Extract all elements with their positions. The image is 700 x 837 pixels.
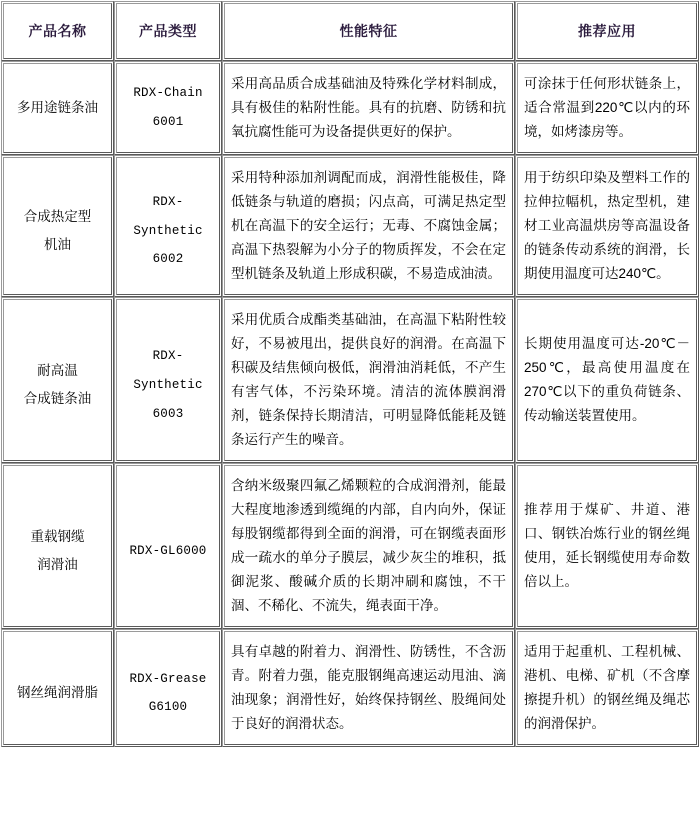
- product-name-line: 多用途链条油: [17, 99, 98, 115]
- cell-performance-features: [222, 155, 515, 297]
- column-header-product-name-label: 产品名称: [28, 22, 87, 39]
- cell-recommended-application: [515, 463, 699, 629]
- product-name-line: 重载钢缆: [30, 528, 85, 544]
- table-row: [1, 155, 699, 297]
- cell-product-type: [114, 155, 222, 297]
- performance-text: 采用特种添加剂调配而成，润滑性能极佳，降低链条与轨道的磨损；闪点高，可满足热定型机在高温下的安全运行；无毒、不腐蚀金属；高温下热裂解为小分子的物质挥发，不会在定型机链条及轨道上形成积碳，不易造成油渍。: [231, 170, 506, 282]
- application-text: 适用于起重机、工程机械、港机、电梯、矿机（不含摩擦提升机）的钢丝绳及绳芯的润滑保护。: [524, 644, 690, 732]
- product-name-line: 钢丝绳润滑脂: [17, 685, 98, 701]
- table-row: [1, 61, 699, 155]
- cell-product-name: [1, 629, 114, 747]
- product-name-line: 合成链条油: [23, 391, 92, 407]
- cell-performance-features: [222, 629, 515, 747]
- column-header-performance-features: [222, 1, 515, 61]
- product-type-line: RDX-Synthetic: [133, 349, 203, 392]
- product-type-line: 6003: [152, 406, 184, 421]
- column-header-product-type: [114, 1, 222, 61]
- cell-performance-features: [222, 297, 515, 463]
- performance-text: 采用优质合成酯类基础油，在高温下粘附性较好，不易被甩出，提供良好的润滑。在高温下积碳及结焦倾向极低，润滑油消耗低，不产生有害气体，不污染环境。清洁的流体膜润滑剂，链条保持长期清洁，可明显降低能耗及链条运行产生的噪音。: [231, 312, 506, 448]
- product-type-line: RDX-Chain 6001: [133, 86, 203, 130]
- cell-product-name: [1, 463, 114, 629]
- product-name-line: 耐高温: [37, 362, 78, 378]
- cell-performance-features: [222, 61, 515, 155]
- performance-text: 具有卓越的附着力、润滑性、防锈性，不含沥青。附着力强，能克服钢绳高速运动甩油、滴油现象；润滑性好，始终保持钢丝、股绳间处于良好的润滑状态。: [231, 644, 506, 732]
- column-header-product-name: [1, 1, 114, 61]
- cell-product-type: [114, 297, 222, 463]
- cell-product-type: [114, 463, 222, 629]
- product-specification-table: [1, 1, 699, 747]
- column-header-product-type-label: 产品类型: [139, 22, 197, 39]
- column-header-recommended-application-label: 推荐应用: [578, 22, 636, 39]
- cell-recommended-application: [515, 297, 699, 463]
- product-type-line: G6100: [148, 700, 188, 715]
- cell-product-name: [1, 61, 114, 155]
- table-row: [1, 629, 699, 747]
- product-type-line: RDX-Grease: [129, 671, 207, 686]
- cell-performance-features: [222, 463, 515, 629]
- product-type-line: RDX-Synthetic: [133, 194, 203, 238]
- application-text: 用于纺织印染及塑料工作的拉伸拉幅机，热定型机，建材工业高温烘房等高温设备的链条传动系统的润滑，长期使用温度可达240℃。: [524, 170, 690, 282]
- cell-product-type: [114, 61, 222, 155]
- cell-recommended-application: [515, 629, 699, 747]
- cell-product-type: [114, 629, 222, 747]
- product-type-line: 6002: [152, 252, 184, 267]
- column-header-recommended-application: [515, 1, 699, 61]
- cell-recommended-application: [515, 155, 699, 297]
- table-header: [1, 1, 699, 61]
- application-text: 长期使用温度可达-20℃－250℃，最高使用温度在270℃以下的重负荷链条、传动输送装置使用。: [524, 336, 690, 424]
- product-name-line: 合成热定型: [23, 208, 92, 224]
- cell-product-name: [1, 155, 114, 297]
- product-type-line: RDX-GL6000: [129, 543, 207, 558]
- table-body: [1, 61, 699, 747]
- column-header-performance-features-label: 性能特征: [339, 22, 398, 39]
- table-row: [1, 297, 699, 463]
- application-text: 推荐用于煤矿、井道、港口、钢铁冶炼行业的钢丝绳使用，延长钢缆使用寿命数倍以上。: [524, 502, 690, 590]
- product-name-line: 润滑油: [37, 557, 78, 573]
- table-row: [1, 463, 699, 629]
- performance-text: 含纳米级聚四氟乙烯颗粒的合成润滑剂，能最大程度地渗透到缆绳的内部，自内向外，保证每股钢缆都得到全面的润滑，可在钢缆表面形成一疏水的单分子膜层，减少灰尘的堆积，抵御泥浆、酸碱介质的长期冲刷和腐蚀，不干涸、不稀化、不流失，绳表面干净。: [231, 478, 506, 614]
- product-name-line: 机油: [44, 237, 71, 253]
- cell-recommended-application: [515, 61, 699, 155]
- performance-text: 采用高品质合成基础油及特殊化学材料制成，具有极佳的粘附性能。具有的抗磨、防锈和抗氧抗腐性能可为设备提供更好的保护。: [231, 76, 506, 140]
- application-text: 可涂抹于任何形状链条上，适合常温到220℃以内的环境，如烤漆房等。: [524, 76, 690, 140]
- table-header-row: [1, 1, 699, 61]
- cell-product-name: [1, 297, 114, 463]
